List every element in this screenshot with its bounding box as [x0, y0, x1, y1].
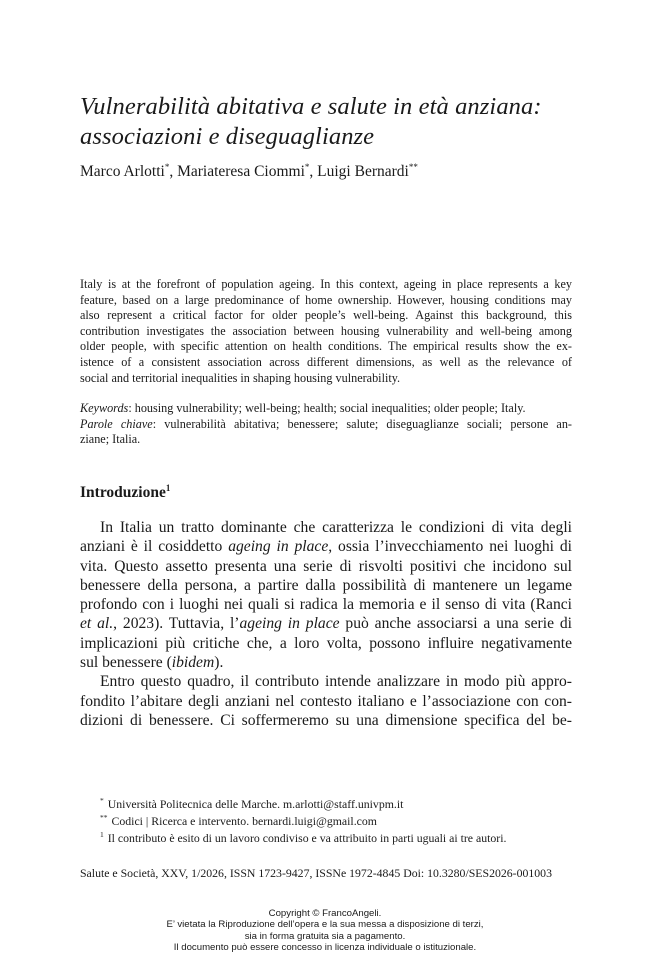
body-line: sul benessere (ibidem). — [80, 654, 224, 672]
keywords-text: : housing vulnerability; well-being; health; social inequalities; older people; Italy. — [128, 401, 526, 415]
abstract — [80, 277, 572, 386]
copyright-line: Copyright © FrancoAngeli. — [268, 908, 382, 919]
body-line: In Italia un tratto dominante che caratterizza le condizioni di vita degli — [100, 519, 572, 536]
section-heading-text: Introduzione — [80, 484, 166, 501]
body-line: profondo con i luoghi nei quali si radica la memoria e il senso di vita (Ranci — [80, 596, 572, 614]
keywords-label: Keywords — [80, 401, 129, 415]
footnote-mark: 1 — [100, 830, 104, 840]
body-line: anziani è il cosiddetto ageing in place, ossia l’invecchiamento nei luoghi di — [80, 538, 572, 556]
author-name: Luigi Bernardi — [317, 163, 409, 180]
footnote-reference: 1 — [165, 482, 171, 493]
copyright-line: sia in forma gratuita sia a pagamento. — [244, 930, 406, 942]
body-text — [80, 518, 572, 730]
parole-chiave-text-continued: ziane; Italia. — [80, 432, 141, 447]
author-affiliation-mark: ** — [408, 161, 418, 172]
footnote — [100, 813, 570, 830]
keywords-block — [80, 401, 572, 448]
title-line-2: associazioni e diseguaglianze — [80, 123, 375, 150]
keywords-it — [80, 417, 572, 433]
author-affiliation-mark: * — [304, 161, 310, 172]
abstract-line: contribution investigates the association between housing vulnerability and well-being among — [80, 323, 572, 338]
footnote — [100, 796, 570, 813]
parole-chiave-label: Parole chiave — [80, 416, 153, 431]
body-line: et al., 2023). Tuttavia, l’ageing in place può anche associarsi a una serie di — [80, 615, 572, 633]
parole-chiave-text: : vulnerabilità abitativa; benessere; salute; diseguaglianze sociali; persone an- — [152, 416, 572, 431]
body-line: Entro questo quadro, il contributo intende analizzare in modo più appro- — [100, 673, 572, 691]
footnote-mark: ** — [100, 813, 108, 823]
copyright-notice — [0, 908, 650, 954]
copyright-line: Il documento può essere concesso in licenza individuale o istituzionale. — [173, 942, 477, 954]
author-name: Marco Arlotti — [80, 163, 165, 180]
footnotes — [100, 796, 570, 847]
section-heading — [80, 484, 170, 502]
abstract-line: istence of a consistent association across different dimensions, as well as the relevance of — [80, 354, 572, 369]
footnote-mark: * — [100, 796, 104, 806]
abstract-line: feature, based on a large predominance of home ownership. However, housing conditions may — [80, 292, 572, 307]
body-line: vita. Questo assetto presenta una serie di risvolti positivi che incidono sul — [80, 557, 572, 575]
abstract-line: Italy is at the forefront of population ageing. In this context, ageing in place represents a key — [80, 277, 572, 291]
author-name: Mariateresa Ciommi — [177, 163, 305, 180]
footnote-text: Università Politecnica delle Marche. m.arlotti@staff.univpm.it — [107, 797, 404, 811]
abstract-line: older people, with specific attention on health conditions. The empirical results show the ex- — [80, 339, 572, 354]
title-line-1: Vulnerabilità abitativa e salute in età anziana: — [80, 93, 542, 120]
article-title — [80, 92, 580, 152]
body-line: implicazioni più critiche che, a loro volta, possono influire negativamente — [80, 634, 572, 652]
abstract-line: social and territorial inequalities in shaping housing vulnerability. — [80, 370, 401, 385]
body-line: fondito l’abitare degli anziani nel contesto italiano e l’associazione con con- — [80, 692, 572, 710]
abstract-line: also represent a critical factor for older people’s well-being. Against this background, this — [80, 308, 572, 323]
body-line: dizioni di benessere. Ci soffermeremo su una dimensione specifica del be- — [80, 711, 572, 729]
footnote-text: Codici | Ricerca e intervento. bernardi.luigi@gmail.com — [111, 814, 377, 828]
body-line: benessere della persona, a partire dalla possibilità di mantenere un legame — [80, 576, 572, 594]
journal-citation: Salute e Società, XXV, 1/2026, ISSN 1723-9427, ISSNe 1972-4845 Doi: 10.3280/SES2026-001003 — [80, 866, 552, 880]
author-affiliation-mark: * — [164, 161, 170, 172]
copyright-line: E’ vietata la Riproduzione dell’opera e la sua messa a disposizione di terzi, — [166, 919, 484, 931]
author-list: Marco Arlotti*, Mariateresa Ciommi*, Luigi Bernardi** — [80, 161, 418, 180]
footnote — [100, 830, 570, 847]
footnote-text: Il contributo è esito di un lavoro condiviso e va attribuito in parti uguali ai tre autori. — [107, 831, 507, 845]
keywords-en — [80, 401, 572, 417]
